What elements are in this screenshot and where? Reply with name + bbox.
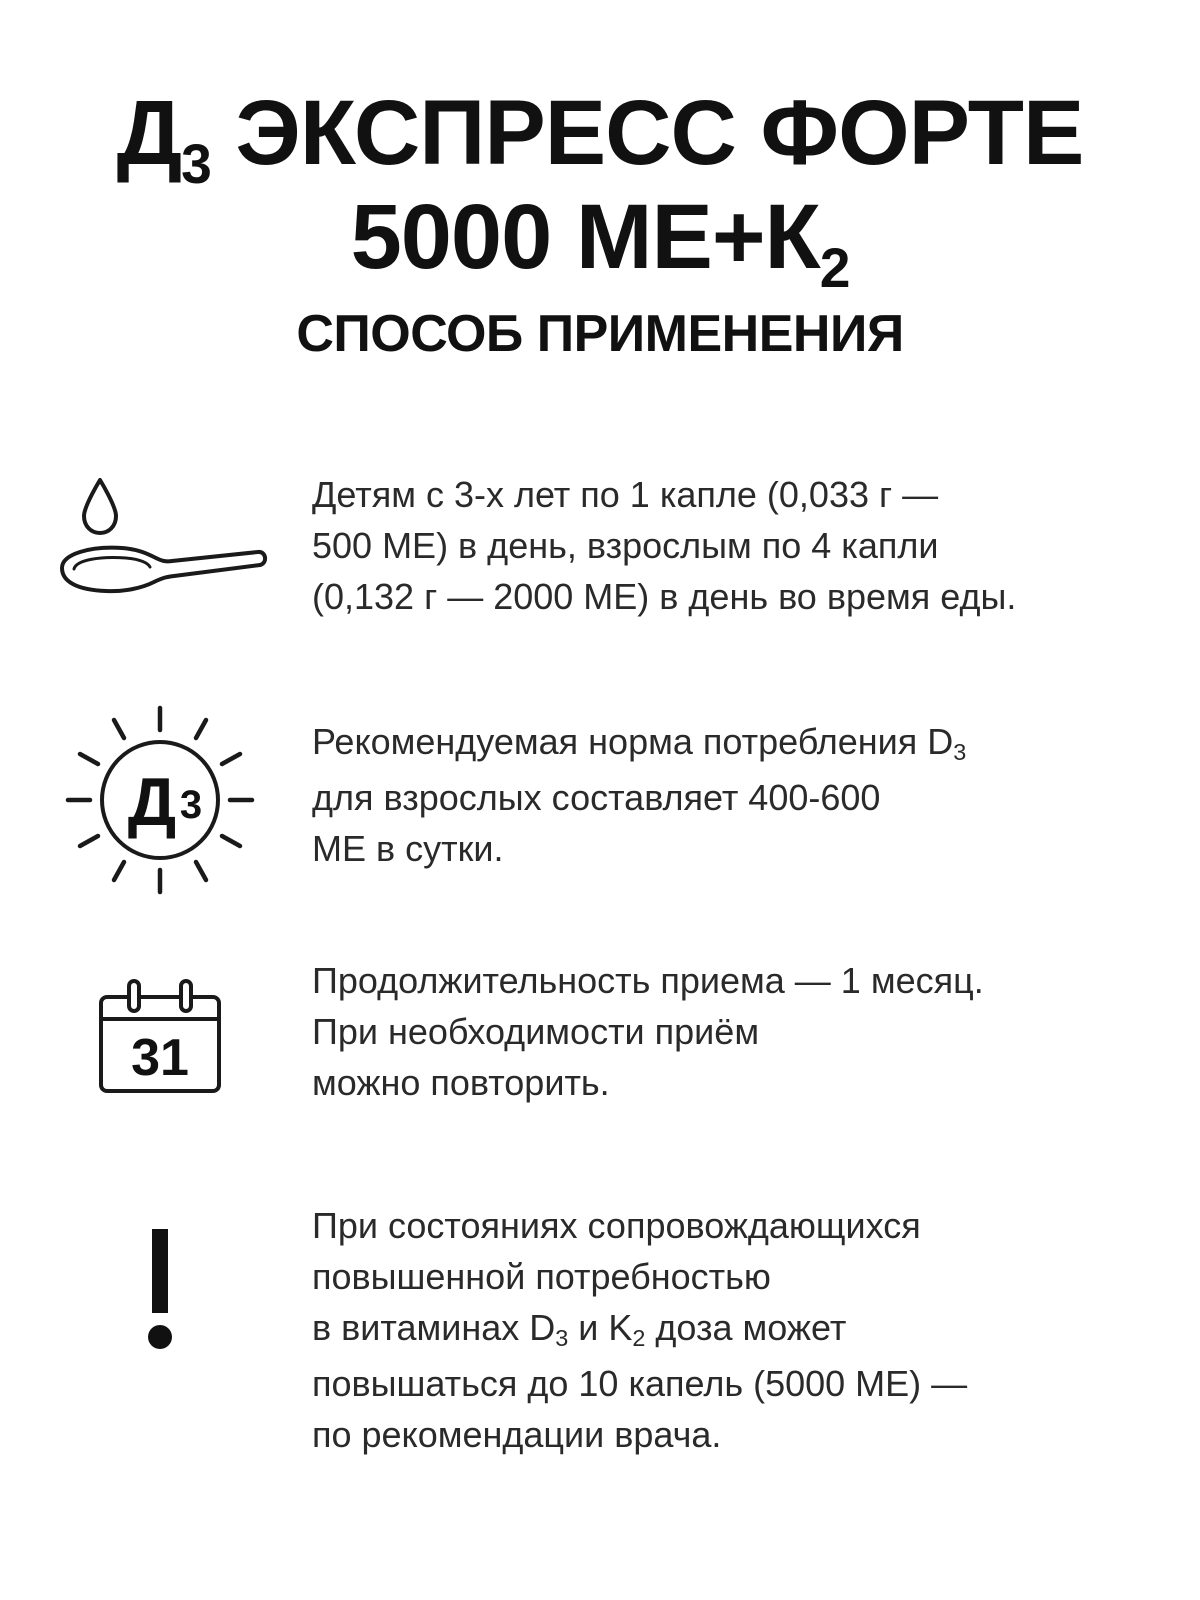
- title-rest: ЭКСПРЕСС ФОРТЕ: [210, 82, 1084, 184]
- sun-d3-icon: [50, 700, 270, 900]
- dosage-line-2: 500 МЕ) в день, взрослым по 4 капли: [312, 525, 939, 566]
- norm-line-3: МЕ в сутки.: [312, 828, 504, 869]
- norm-line-2: для взрослых составляет 400-600: [312, 777, 881, 818]
- duration-line-1: Продолжительность приема — 1 месяц.: [312, 960, 984, 1001]
- product-title-line-2: [0, 182, 1200, 300]
- title-line2-main: 5000 МЕ+К: [350, 186, 820, 288]
- section-subtitle: СПОСОБ ПРИМЕНЕНИЯ: [296, 305, 904, 363]
- warning-line-5: по рекомендации врача.: [312, 1414, 722, 1455]
- warning-text: [312, 1200, 1152, 1460]
- norm-line-1-subscript: 3: [953, 738, 967, 765]
- warning-line-4: повышаться до 10 капель (5000 МЕ) —: [312, 1363, 968, 1404]
- warning-line-2: повышенной потребностью: [312, 1256, 771, 1297]
- exclamation-icon-svg: [140, 1225, 180, 1355]
- dosage-text: [312, 469, 1152, 622]
- product-title-line-1: [0, 78, 1200, 196]
- spoon-drop-icon: [40, 465, 280, 605]
- dosage-line-1: Детям с 3-х лет по 1 капле (0,033 г —: [312, 474, 939, 515]
- sun-d3-label: Д: [127, 764, 177, 840]
- warning-line-3-c: доза может: [645, 1307, 847, 1348]
- warning-line-3: [312, 1302, 1152, 1358]
- title-prefix-subscript: 3: [181, 133, 211, 196]
- dosage-row: [0, 465, 1200, 635]
- spoon-drop-icon-svg: [50, 470, 270, 600]
- calendar-day-number: 31: [131, 1029, 189, 1087]
- duration-row: [0, 950, 1200, 1120]
- norm-line-1-main: Рекомендуемая норма потребления D: [312, 721, 954, 762]
- sun-d3-label-subscript: 3: [179, 783, 203, 827]
- warning-line-3-b-subscript: 2: [632, 1324, 646, 1351]
- norm-text: [312, 716, 1152, 874]
- sun-d3-icon-svg: [60, 700, 260, 900]
- warning-line-3-b: и K: [568, 1307, 633, 1348]
- exclamation-icon: [50, 1225, 270, 1355]
- warning-line-3-a: в витаминах D: [312, 1307, 556, 1348]
- title-prefix: Д: [116, 82, 182, 184]
- duration-line-2: При необходимости приём: [312, 1011, 760, 1052]
- warning-row: [0, 1195, 1200, 1465]
- calendar-icon: [50, 970, 270, 1100]
- warning-line-3-a-subscript: 3: [555, 1324, 569, 1351]
- dosage-line-3: (0,132 г — 2000 МЕ) в день во время еды.: [312, 576, 1017, 617]
- norm-row: [0, 700, 1200, 900]
- norm-line-1: [312, 716, 1152, 772]
- title-line2-subscript: 2: [819, 237, 850, 300]
- duration-line-3: можно повторить.: [312, 1062, 610, 1103]
- warning-line-1: При состояниях сопровождающихся: [312, 1205, 921, 1246]
- calendar-icon-svg: [95, 975, 225, 1095]
- duration-text: [312, 955, 1152, 1108]
